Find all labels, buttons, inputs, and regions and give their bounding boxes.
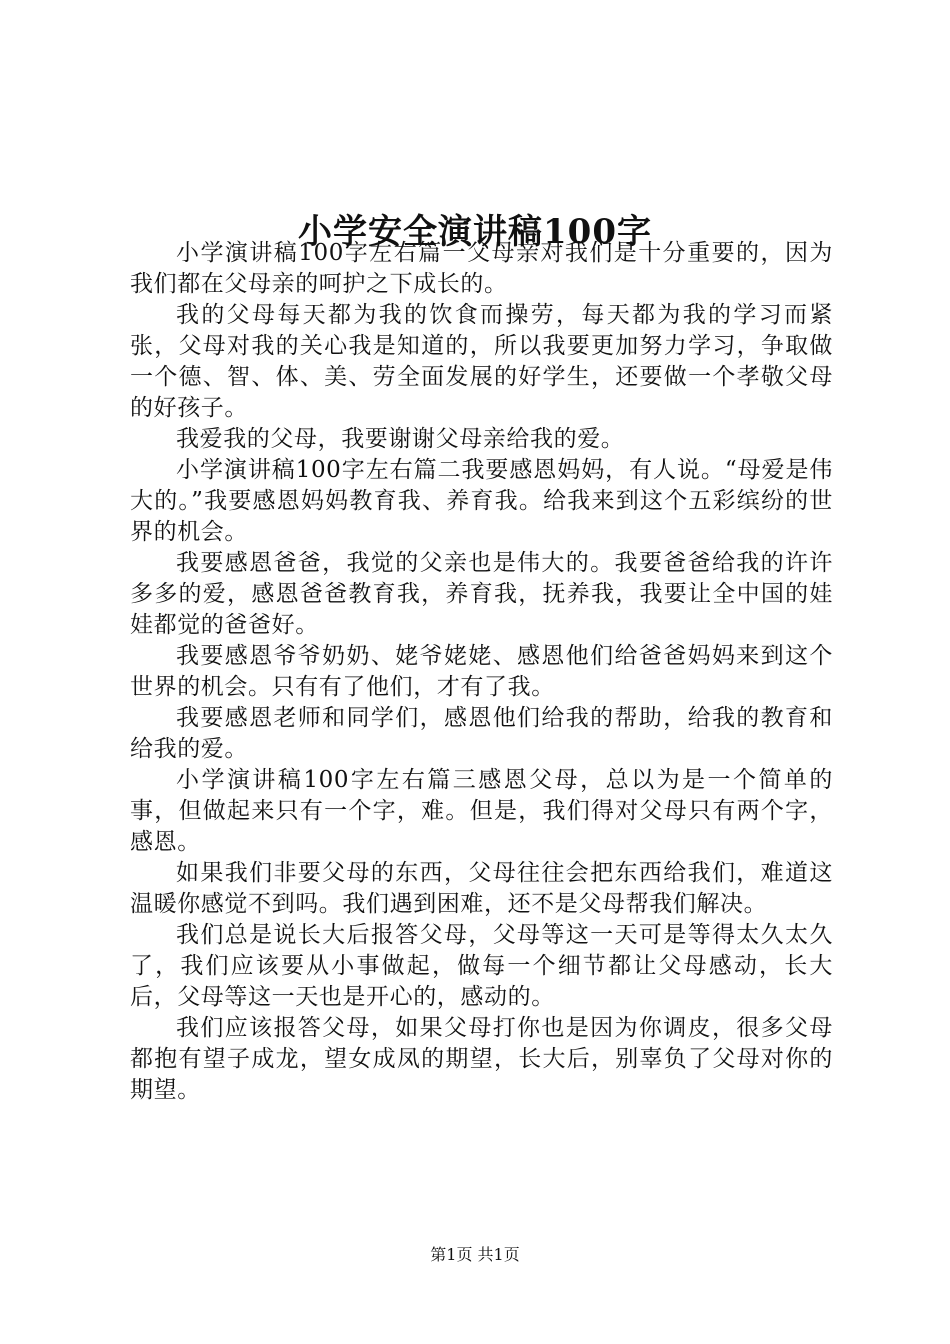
paragraph: 如果我们非要父母的东西，父母往往会把东西给我们，难道这温暖你感觉不到吗。我们遇到困难，还不是父母帮我们解决。 <box>130 860 833 917</box>
paragraph: 我的父母每天都为我的饮食而操劳，每天都为我的学习而紧张，父母对我的关心我是知道的，所以我要更加努力学习，争取做一个德、智、体、美、劳全面发展的好学生，还要做一个孝敬父母的好孩子。 <box>130 302 833 421</box>
document-body <box>130 238 833 1106</box>
paragraph: 我要感恩爷爷奶奶、姥爷姥姥、感恩他们给爸爸妈妈来到这个世界的机会。只有有了他们，才有了我。 <box>130 643 833 700</box>
paragraph: 小学演讲稿100字左右篇二我要感恩妈妈，有人说。“母爱是伟大的。”我要感恩妈妈教育我、养育我。给我来到这个五彩缤纷的世界的机会。 <box>130 457 833 545</box>
page-title: 小学安全演讲稿100字 <box>298 211 652 252</box>
paragraph: 我要感恩爸爸，我觉的父亲也是伟大的。我要爸爸给我的许许多多的爱，感恩爸爸教育我，养育我，抚养我，我要让全中国的娃娃都觉的爸爸好。 <box>130 550 833 638</box>
paragraph: 我们总是说长大后报答父母，父母等这一天可是等得太久太久了，我们应该要从小事做起，做每一个细节都让父母感动，长大后，父母等这一天也是开心的，感动的。 <box>130 922 833 1010</box>
paragraph: 我们应该报答父母，如果父母打你也是因为你调皮，很多父母都抱有望子成龙，望女成凤的期望，长大后，别辜负了父母对你的期望。 <box>130 1015 833 1103</box>
paragraph: 小学演讲稿100字左右篇三感恩父母，总以为是一个简单的事，但做起来只有一个字，难。但是，我们得对父母只有两个字，感恩。 <box>130 767 833 855</box>
paragraph: 小学演讲稿100字左右篇一父母亲对我们是十分重要的，因为我们都在父母亲的呵护之下成长的。 <box>130 240 833 297</box>
paragraph: 我爱我的父母，我要谢谢父母亲给我的爱。 <box>176 426 625 452</box>
paragraph: 我要感恩老师和同学们，感恩他们给我的帮助，给我的教育和给我的爱。 <box>130 705 833 762</box>
page-number-footer: 第1页 共1页 <box>430 1245 520 1264</box>
